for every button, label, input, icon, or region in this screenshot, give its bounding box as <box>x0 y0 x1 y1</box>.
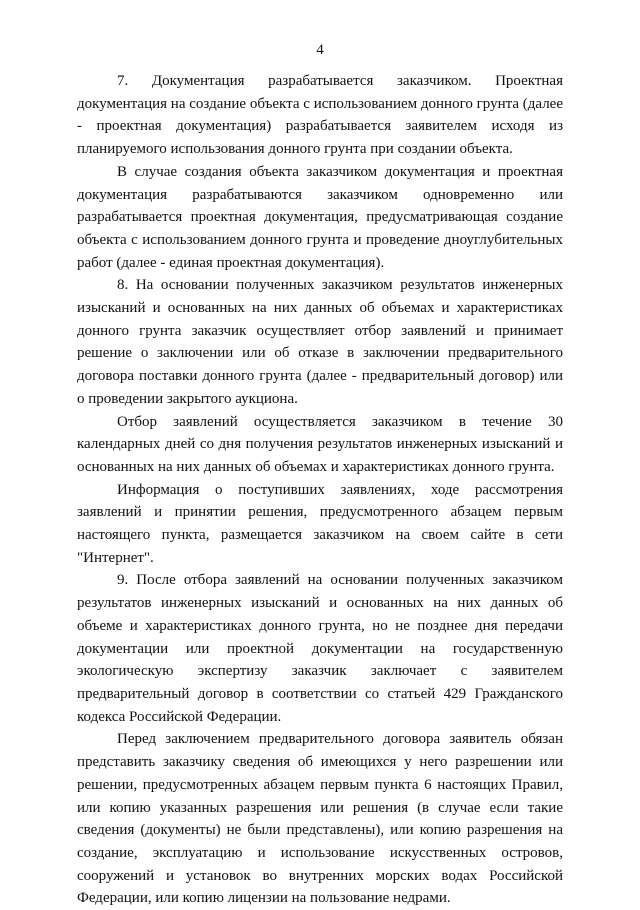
page-number: 4 <box>316 42 324 58</box>
document-body <box>77 70 563 910</box>
paragraph-unified-documentation: В случае создания объекта заказчиком документация и проектная документация разрабатываются заказчиком одновременно или разрабатывается проектная документация, предусматривающая создание объекта с использованием донного грунта и проведение дноуглубительных работ (далее - единая проектная документация). <box>77 163 563 271</box>
paragraph-applicant-obligation: Перед заключением предварительного договора заявитель обязан представить заказчику сведения об имеющихся у него разрешении или решении, предусмотренных абзацем первым пункта 6 настоящих Правил, или копию указанных разрешения или решения (в случае если такие сведения (документы) не были представлены), или копию разрешения на создание, эксплуатацию и использование искусственных островов, сооружений и установок во внутренних морских водах Российской Федерации, или копию лицензии на пользование недрами. <box>77 731 563 907</box>
paragraph-8-selection: 8. На основании полученных заказчиком результатов инженерных изысканий и основанных на них данных об объемах и характеристиках донного грунта заказчик осуществляет отбор заявлений и принимает решение о заключении или об отказе в заключении предварительного договора поставки донного грунта (далее - предварительный договор) или о проведении закрытого аукциона. <box>77 277 563 407</box>
paragraph-7-documentation: 7. Документация разрабатывается заказчиком. Проектная документация на создание объекта с использованием донного грунта (далее - проектная документация) разрабатывается заявителем исходя из планируемого использования донного грунта при создании объекта. <box>77 73 563 158</box>
paragraph-information-posting: Информация о поступивших заявлениях, ходе рассмотрения заявлений и принятии решения, предусмотренного абзацем первым настоящего пункта, размещается заказчиком на своем сайте в сети "Интернет". <box>77 481 563 566</box>
paragraph-selection-period: Отбор заявлений осуществляется заказчиком в течение 30 календарных дней со дня получения результатов инженерных изысканий и основанных на них данных об объемах и характеристиках донного грунта. <box>77 413 563 475</box>
paragraph-9-preliminary-contract: 9. После отбора заявлений на основании полученных заказчиком результатов инженерных изысканий и основанных на них данных об объеме и характеристиках донного грунта, но не позднее дня передачи документации или проектной документации на государственную экологическую экспертизу заказчик заключает с заявителем предварительный договор в соответствии со статьей 429 Гражданского кодекса Российской Федерации. <box>77 572 563 725</box>
